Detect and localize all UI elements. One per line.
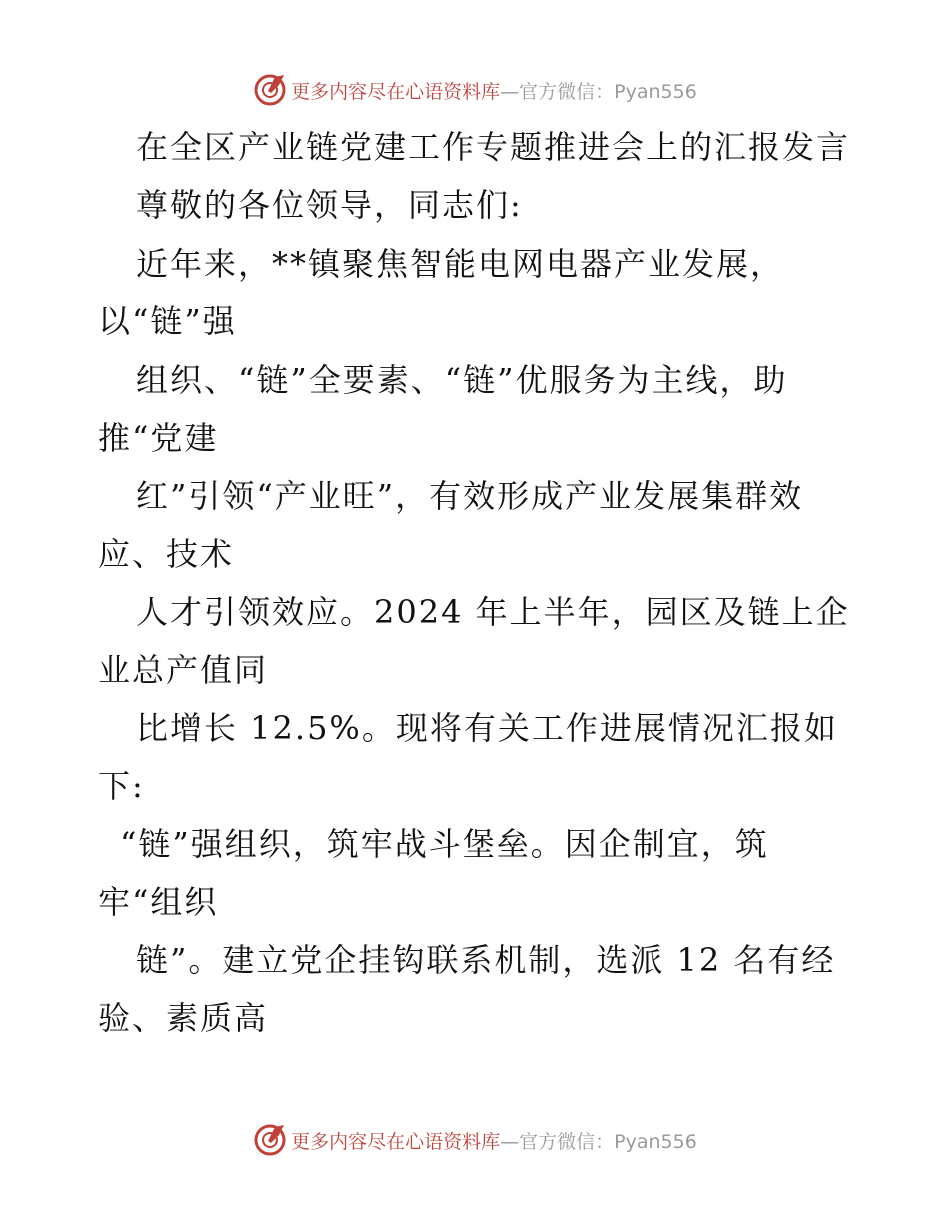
document-title: 在全区产业链党建工作专题推进会上的汇报发言	[136, 128, 851, 166]
watermark-suffix: 官方微信：Pyan556	[519, 1130, 697, 1153]
text-line: 推“党建	[98, 419, 219, 457]
text-line: 人才引领效应。2024 年上半年，园区及链上企	[136, 593, 850, 631]
text-line: 以“链”强	[98, 302, 237, 340]
watermark-banner-bottom	[0, 1120, 950, 1160]
text-line: 组织、“链”全要素、“链”优服务为主线，助	[136, 361, 788, 399]
text-line: 验、素质高	[98, 999, 269, 1037]
text-line: 近年来，**镇聚焦智能电网电器产业发展，	[136, 245, 785, 283]
text-line: “链”强组织，筑牢战斗堡垒。因企制宜，筑	[120, 825, 769, 863]
text-line: 牢“组织	[98, 883, 219, 921]
watermark-suffix: 官方微信：Pyan556	[519, 80, 697, 103]
watermark-brand: 更多内容尽在心语资料库	[291, 1130, 501, 1153]
text-line: 下:	[98, 767, 145, 805]
watermark-text	[291, 1127, 697, 1154]
text-line: 链”。建立党企挂钩联系机制，选派 12 名有经	[136, 941, 836, 979]
text-line: 应、技术	[98, 535, 235, 573]
text-line: 业总产值同	[98, 651, 269, 689]
watermark-separator: —	[500, 1130, 520, 1153]
text-line: 比增长 12.5%。现将有关工作进展情况汇报如	[136, 709, 838, 747]
watermark-separator: —	[500, 80, 520, 103]
quill-pen-circle-icon	[253, 1123, 287, 1157]
text-line: 红”引领“产业旺”，有效形成产业发展集群效	[136, 477, 804, 515]
text-line: 尊敬的各位领导，同志们:	[136, 186, 523, 224]
watermark-brand: 更多内容尽在心语资料库	[291, 80, 501, 103]
